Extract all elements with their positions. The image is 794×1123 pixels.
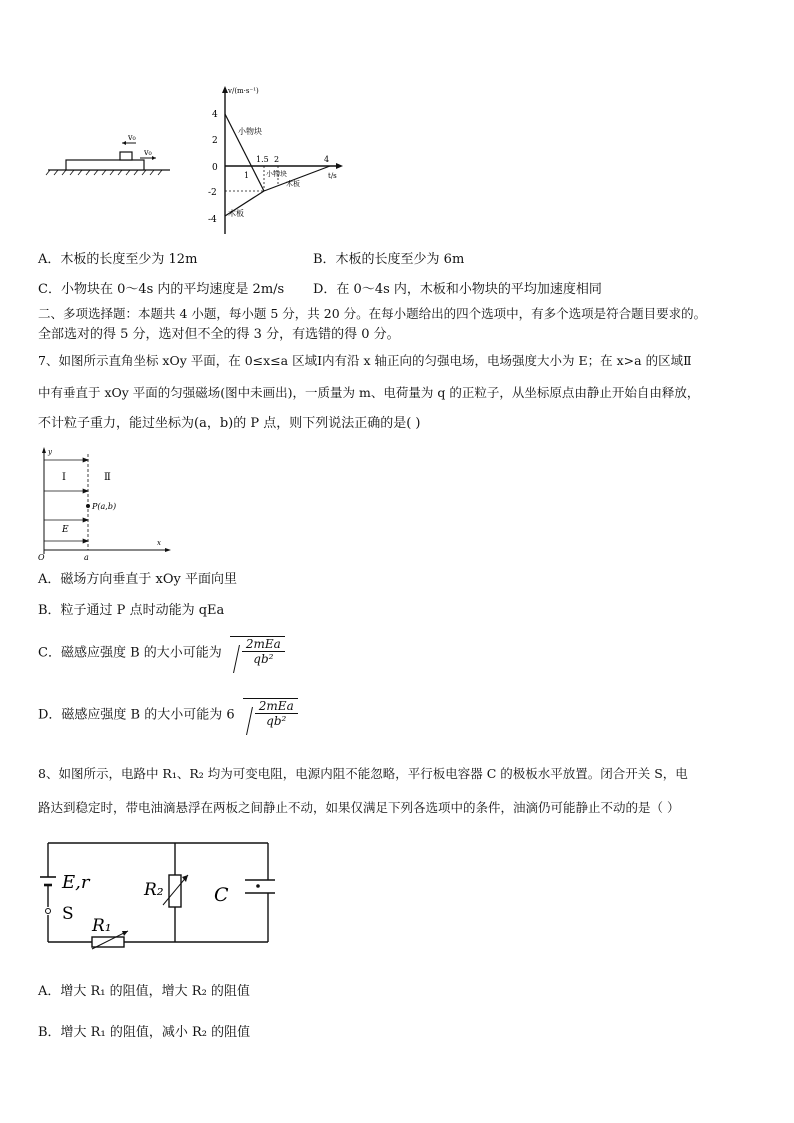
fraction-denominator: qb² xyxy=(253,652,274,666)
q8-stem-line1: 8、如图所示，电路中 R₁、R₂ 均为可变电阻，电源内阻不能忽略，平行板电容器 C 的极板水平放置。闭合开关 S，电 xyxy=(38,766,688,781)
r2-label: R₂ xyxy=(144,880,164,900)
q7-option-a: A．磁场方向垂直于 xOy 平面向里 xyxy=(38,572,237,587)
x-axis-label: t/s xyxy=(328,172,337,180)
cap-label: C xyxy=(214,884,229,906)
fraction-denominator: qb² xyxy=(266,714,287,728)
q7-stem-line2: 中有垂直于 xOy 平面的匀强磁场(图中未画出)，一质量为 m、电荷量为 q 的正粒子，从坐标原点由静止开始自由释放， xyxy=(38,385,700,400)
label-board-bottom: 木板 xyxy=(228,209,244,218)
sqrt-sign xyxy=(230,636,285,666)
point-p-label: P(a,b) xyxy=(92,502,117,511)
q8-option-b: B．增大 R₁ 的阻值，减小 R₂ 的阻值 xyxy=(38,1025,251,1040)
q6-option-d: D．在 0～4s 内，木板和小物块的平均加速度相同 xyxy=(313,282,602,297)
r1-resistor xyxy=(92,937,124,947)
q6-option-c: C．小物块在 0～4s 内的平均速度是 2m/s xyxy=(38,282,285,297)
section2-line2: 全部选对的得 5 分，选对但不全的得 3 分，有选错的得 0 分。 xyxy=(38,327,400,342)
tick-y-neg4: -4 xyxy=(208,215,217,225)
q7-option-d-text: D．磁感应强度 B 的大小可能为 6 xyxy=(38,707,235,723)
q8-circuit-diagram xyxy=(40,835,280,950)
q7-option-c-text: C．磁感应强度 B 的大小可能为 xyxy=(38,645,222,661)
q7-option-d xyxy=(38,698,298,728)
block-rect xyxy=(120,152,132,160)
v0-top-label: v₀ xyxy=(128,133,136,142)
tick-y-neg2: -2 xyxy=(208,188,217,198)
board-block-figure xyxy=(44,128,174,178)
v0-right-label: v₀ xyxy=(144,148,152,157)
tick-y-4: 4 xyxy=(212,110,218,120)
switch-contact xyxy=(46,909,51,914)
region-2-label: Ⅱ xyxy=(104,472,111,483)
q7-option-b: B．粒子通过 P 点时动能为 qEa xyxy=(38,603,225,618)
label-block-top: 小物块 xyxy=(238,127,262,136)
tick-x-1: 1 xyxy=(244,171,250,180)
sqrt-sign xyxy=(243,698,298,728)
a-label: a xyxy=(84,553,89,562)
y-label: y xyxy=(48,448,52,456)
section2-line1: 二、多项选择题：本题共 4 小题，每小题 5 分，共 20 分。在每小题给出的四个选项中，有多个选项是符合题目要求的。 xyxy=(38,306,707,321)
fraction-numerator: 2mEa xyxy=(242,637,285,652)
q6-option-b: B．木板的长度至少为 6m xyxy=(313,252,465,267)
q7-option-c xyxy=(38,636,285,666)
source-label: E,r xyxy=(62,872,90,893)
q7-stem-line1: 7、如图所示直角坐标 xOy 平面，在 0≤x≤a 区域Ⅰ内有沿 x 轴正向的匀强电场，电场强度大小为 E；在 x>a 的区域Ⅱ xyxy=(38,353,692,368)
fraction-numerator: 2mEa xyxy=(255,699,298,714)
tick-y-0: 0 xyxy=(212,163,218,173)
label-board-mid: 木板 xyxy=(286,180,300,188)
label-block-mid: 小物块 xyxy=(266,170,287,178)
tick-x-4: 4 xyxy=(324,155,330,164)
fraction xyxy=(255,699,298,728)
velocity-time-graph xyxy=(206,84,346,239)
region-1-label: Ⅰ xyxy=(62,472,66,483)
switch-label: S xyxy=(62,904,74,924)
field-e-label: E xyxy=(62,525,69,535)
tick-y-2: 2 xyxy=(212,136,218,146)
q7-field-figure xyxy=(34,444,174,562)
q8-option-a: A．增大 R₁ 的阻值，增大 R₂ 的阻值 xyxy=(38,984,250,999)
board-rect xyxy=(66,160,144,170)
origin-label: O xyxy=(38,553,45,562)
tick-x-2: 2 xyxy=(274,155,280,164)
q6-option-a: A．木板的长度至少为 12m xyxy=(38,252,198,267)
tick-x-1-5: 1.5 xyxy=(256,155,269,164)
x-label: x xyxy=(157,539,161,547)
q8-stem-line2: 路达到稳定时，带电油滴悬浮在两板之间静止不动，如果仅满足下列各选项中的条件，油滴仍可能静止不动的是（ ） xyxy=(38,800,680,815)
fraction xyxy=(242,637,285,666)
q7-stem-line3: 不计粒子重力，能过坐标为(a，b)的 P 点，则下列说法正确的是( ) xyxy=(38,416,421,431)
r1-label: R₁ xyxy=(92,916,112,936)
y-axis-label: v/(m·s⁻¹) xyxy=(228,87,259,95)
